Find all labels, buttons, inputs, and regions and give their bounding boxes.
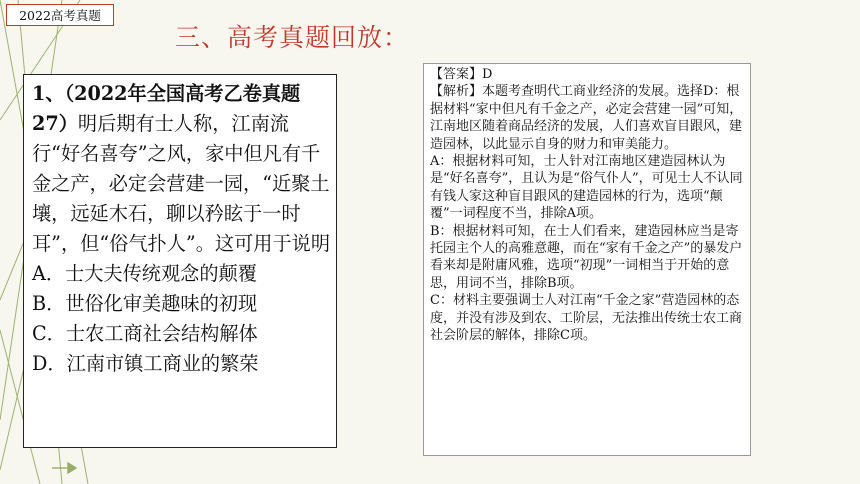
option-c: C．士农工商社会结构解体: [32, 322, 258, 345]
option-d: D．江南市镇工商业的繁荣: [32, 352, 259, 375]
analysis-main: 【解析】本题考查明代工商业经济的发展。选择D：根据材料“家中但凡有千金之产，必定会营建一园”可知，江南地区随着商品经济的发展，人们喜欢盲目跟风，建造园林，以此显示自身的财力和审美能力。: [430, 84, 743, 152]
option-a: A．士大夫传统观念的颠覆: [32, 262, 257, 285]
question-heading: 1、（2022年全国高考乙卷真题27）: [32, 82, 301, 135]
analysis-a: A：根据材料可知，士人针对江南地区建造园林认为是“好名喜夸”，且认为是“俗气仆人”，可见士人不认同有钱人家这种盲目跟风的建造园林的行为，选项“颠覆”一词程度不当，排除A项。: [430, 154, 743, 222]
analysis-c: C：材料主要强调士人对江南“千金之家”营造园林的态度，并没有涉及到农、工阶层，无法推出传统士农工商社会阶层的解体，排除C项。: [430, 293, 743, 344]
question-text: [32, 79, 332, 259]
exam-tag: 2022高考真题: [6, 4, 114, 26]
analysis-b: B：根据材料可知，在士人们看来，建造园林应当是寄托园主个人的高雅意趣，而在“家有千金之产”的暴发户看来却是附庸风雅，选项“初现”一词相当于开始的意思，用词不当，排除B项。: [430, 223, 743, 291]
question-box: [23, 74, 337, 448]
option-b: B．世俗化审美趣味的初现: [32, 292, 258, 315]
question-stem: 明后期有士人称，江南流行“好名喜夸”之风，家中但凡有千金之产，必定会营建一园，“近聚土壤，远延木石，聊以矜眩于一时耳”，但“俗气扑人”。这可用于说明: [32, 112, 331, 255]
answer-box: [423, 63, 751, 456]
page-title: 三、高考真题回放：: [175, 23, 410, 52]
answer-line: 【答案】D: [430, 67, 493, 82]
